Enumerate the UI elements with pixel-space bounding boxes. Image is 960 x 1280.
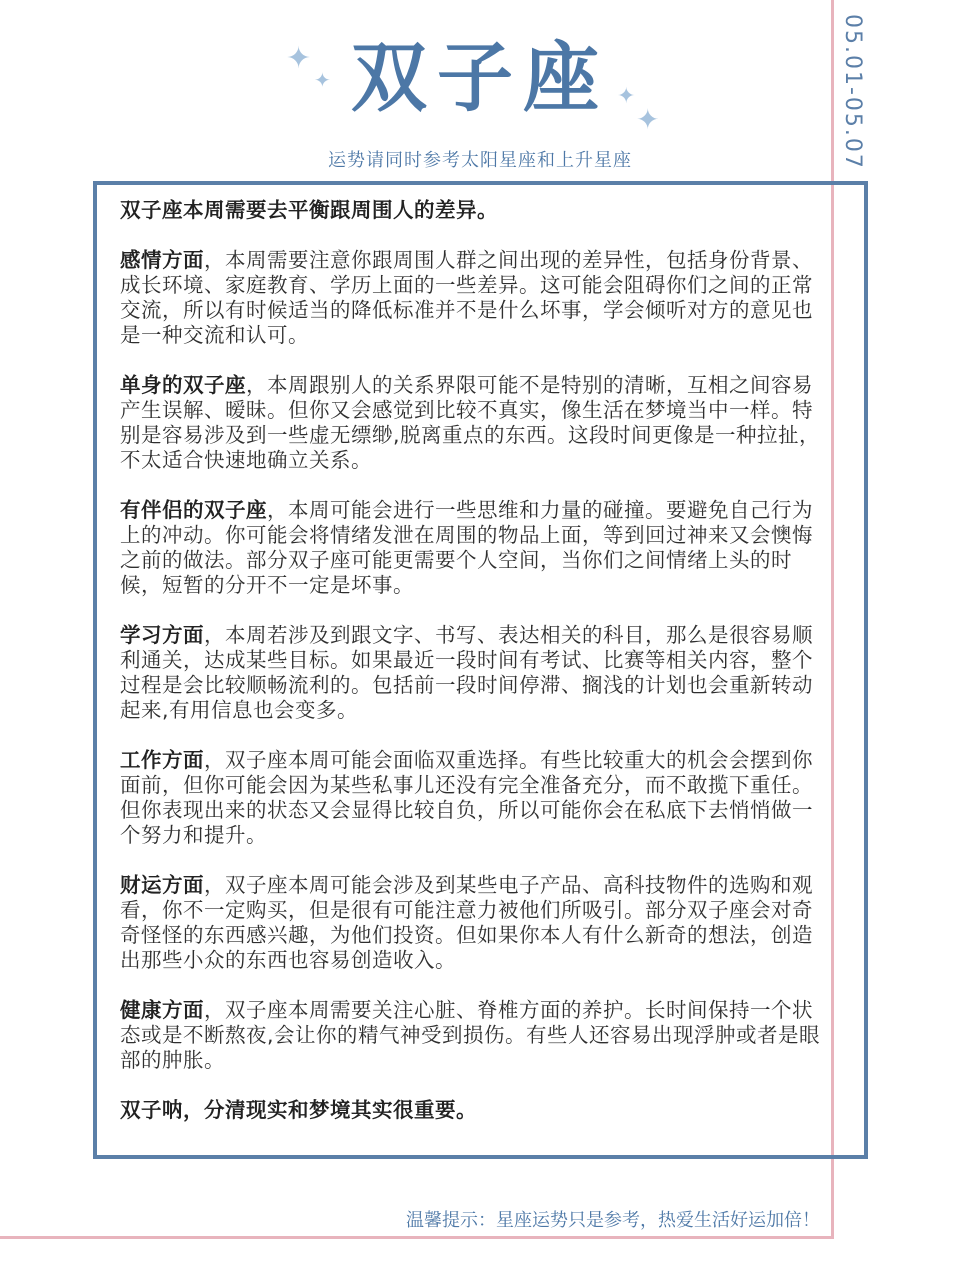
page-subtitle: 运势请同时参考太阳星座和上升星座 bbox=[328, 150, 632, 171]
page-title: 双子座 bbox=[351, 33, 609, 122]
section-heading: 财运方面 bbox=[120, 873, 204, 897]
section-heading: 健康方面 bbox=[120, 998, 204, 1022]
section-text: ，本周跟别人的关系界限可能不是特别的清晰，互相之间容易产生误解、暧昧。但你又会感觉到比较不真实，像生活在梦境当中一样。特别是容易涉及到一些虚无缥缈,脱离重点的东西。这段时间更像是一种拉扯，不太适合快速地确立关系。 bbox=[120, 373, 821, 472]
footer-tip: 温馨提示：星座运势只是参考，热爱生活好运加倍！ bbox=[406, 1210, 820, 1231]
section-text: ，本周若涉及到跟文字、书写、表达相关的科目，那么是很容易顺利通关，达成某些目标。如果最近一段时间有考试、比赛等相关内容，整个过程是会比较顺畅流利的。包括前一段时间停滞、搁浅的计划也会重新转动起来,有用信息也会变多。 bbox=[120, 623, 813, 722]
sparkle-icon: ✦ bbox=[286, 41, 312, 76]
section-heading: 感情方面 bbox=[120, 248, 204, 272]
section-text: ，双子座本周需要关注心脏、脊椎方面的养护。长时间保持一个状态或是不断熬夜,会让你的精气神受到损伤。有些人还容易出现浮肿或者是眼部的肿胀。 bbox=[120, 998, 821, 1072]
section-health bbox=[120, 998, 820, 1073]
closing-text: 双子呐，分清现实和梦境其实很重要。 bbox=[120, 1098, 477, 1122]
date-range: 05.01-05.07 bbox=[840, 14, 865, 170]
section-text: ，本周可能会进行一些思维和力量的碰撞。要避免自己行为上的冲动。你可能会将情绪发泄在周围的物品上面，等到回过神来又会懊悔之前的做法。部分双子座可能更需要个人空间，当你们之间情绪上头的时候，短暂的分开不一定是坏事。 bbox=[120, 498, 813, 597]
article-body bbox=[120, 198, 820, 1148]
section-study bbox=[120, 623, 820, 723]
section-text: ，双子座本周可能会面临双重选择。有些比较重大的机会会摆到你面前，但你可能会因为某些私事儿还没有完全准备充分，而不敢揽下重任。但你表现出来的状态又会显得比较自负，所以可能你会在私底下去悄悄做一个努力和提升。 bbox=[120, 748, 813, 847]
section-heading: 单身的双子座 bbox=[120, 373, 246, 397]
section-heading: 学习方面 bbox=[120, 623, 204, 647]
section-text: ，本周需要注意你跟周围人群之间出现的差异性，包括身份背景、成长环境、家庭教育、学历上面的一些差异。这可能会阻碍你们之间的正常交流，所以有时候适当的降低标准并不是什么坏事，学会倾听对方的意见也是一种交流和认可。 bbox=[120, 248, 813, 347]
pink-horizontal-line bbox=[0, 1236, 834, 1239]
section-wealth bbox=[120, 873, 820, 973]
sparkle-icon: ✦ bbox=[617, 84, 636, 109]
section-love bbox=[120, 248, 820, 348]
intro-text: 双子座本周需要去平衡跟周围人的差异。 bbox=[120, 198, 498, 222]
section-partnered bbox=[120, 498, 820, 598]
sparkle-icon: ✦ bbox=[636, 103, 660, 136]
intro-paragraph bbox=[120, 198, 820, 223]
section-heading: 有伴侣的双子座 bbox=[120, 498, 267, 522]
sparkle-icon: ✦ bbox=[314, 68, 331, 92]
closing-paragraph bbox=[120, 1098, 820, 1123]
section-text: ，双子座本周可能会涉及到某些电子产品、高科技物件的选购和观看，你不一定购买，但是很有可能注意力被他们所吸引。部分双子座会对奇奇怪怪的东西感兴趣，为他们投资。但如果你本人有什么新奇的想法，创造出那些小众的东西也容易创造收入。 bbox=[120, 873, 813, 972]
section-work bbox=[120, 748, 820, 848]
section-heading: 工作方面 bbox=[120, 748, 204, 772]
section-single bbox=[120, 373, 820, 473]
